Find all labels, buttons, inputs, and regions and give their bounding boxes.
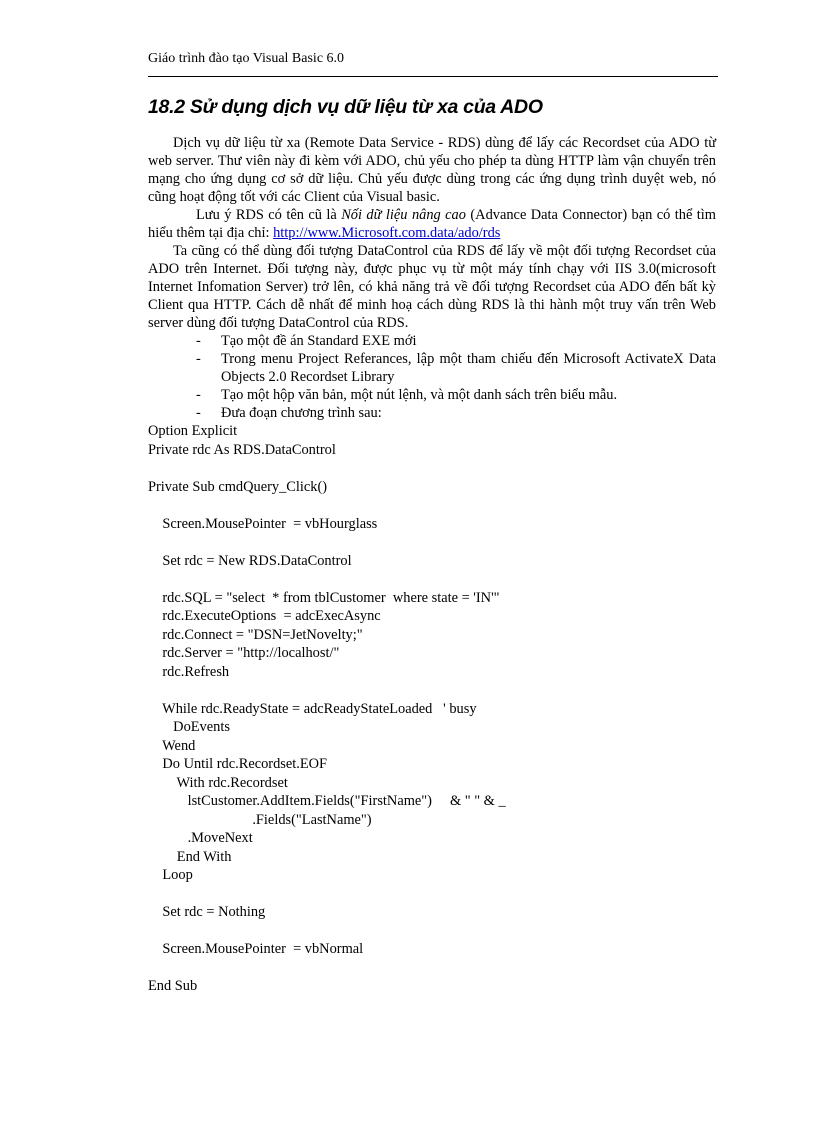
- paragraph-datacontrol: Ta cũng có thể dùng đối tượng DataControl của RDS để lấy về một đối tượng Recordset của ADO trên Internet. Đối tượng này, được phục vụ từ một máy tính chạy với IIS 3.0(microsoft Internet Infomation Server) trở lên, có khả năng trả về đối tượng Recordset của ADO đến bất kỳ Client qua HTTP. Cách dễ nhất để minh hoạ cách dùng RDS là thi hành một truy vấn trên Web server dùng đối tượng DataControl của RDS.: [148, 243, 716, 331]
- page-header: Giáo trình đào tạo Visual Basic 6.0: [148, 51, 345, 66]
- list-item-text: Trong menu Project Referances, lập một tham chiếu đến Microsoft ActivateX Data Objects 2.0 Recordset Library: [221, 351, 716, 385]
- list-item-text: Đưa đoạn chương trình sau:: [221, 405, 382, 421]
- microsoft-rds-link[interactable]: http://www.Microsoft.com.data/ado/rds: [273, 225, 501, 241]
- list-item: [196, 350, 716, 386]
- note-italic-term: Nối dữ liệu nâng cao: [341, 207, 466, 223]
- list-item: [196, 404, 716, 422]
- list-dash: -: [196, 351, 201, 367]
- vb-code-listing: Option Explicit Private rdc As RDS.DataControl Private Sub cmdQuery_Click() Screen.MousePointer = vbHourglass Set rdc = New RDS.DataControl rdc.SQL = "select * from tblCustomer where state = 'IN'" rdc.ExecuteOptions = adcExecAsync rdc.Connect = "DSN=JetNovelty;" rdc.Server = "http://localhost/" rdc.Refresh While rdc.ReadyState = adcReadyStateLoaded ' busy DoEvents Wend Do Until rdc.Recordset.EOF With rdc.Recordset lstCustomer.AddItem.Fields("FirstName") & " " & _ .Fields("LastName") .MoveNext End With Loop Set rdc = Nothing Screen.MousePointer = vbNormal End Sub: [148, 423, 506, 994]
- paragraph-rds-intro: Dịch vụ dữ liệu từ xa (Remote Data Service - RDS) dùng để lấy các Recordset của ADO từ web server. Thư viên này đi kèm với ADO, chủ yếu cho phép ta dùng HTTP làm vận chuyển trên mạng cho ứng dụng cơ sở dữ liệu. Chủ yếu được dùng trong các ứng dụng trình duyệt web, nó cũng hoạt động tốt với các Client của Visual basic.: [148, 135, 716, 205]
- list-item-text: Tạo một hộp văn bản, một nút lệnh, và một danh sách trên biểu mẫu.: [221, 387, 618, 403]
- list-item: [196, 332, 716, 350]
- steps-list: [148, 332, 716, 422]
- list-dash: -: [196, 333, 201, 349]
- paragraph-rds-note: [148, 206, 716, 242]
- list-item: [196, 386, 716, 404]
- list-dash: -: [196, 405, 201, 421]
- list-item-text: Tạo một đề án Standard EXE mới: [221, 333, 417, 349]
- document-body: [148, 134, 716, 996]
- section-title: 18.2 Sử dụng dịch vụ dữ liệu từ xa của ADO: [148, 96, 543, 118]
- note-text: Lưu ý RDS có tên cũ là: [196, 207, 342, 223]
- header-divider: [148, 76, 718, 77]
- list-dash: -: [196, 387, 201, 403]
- note-text-cont: (Advance Data Connector) bạn có thể tìm hiểu thêm tại địa chỉ:: [148, 207, 717, 241]
